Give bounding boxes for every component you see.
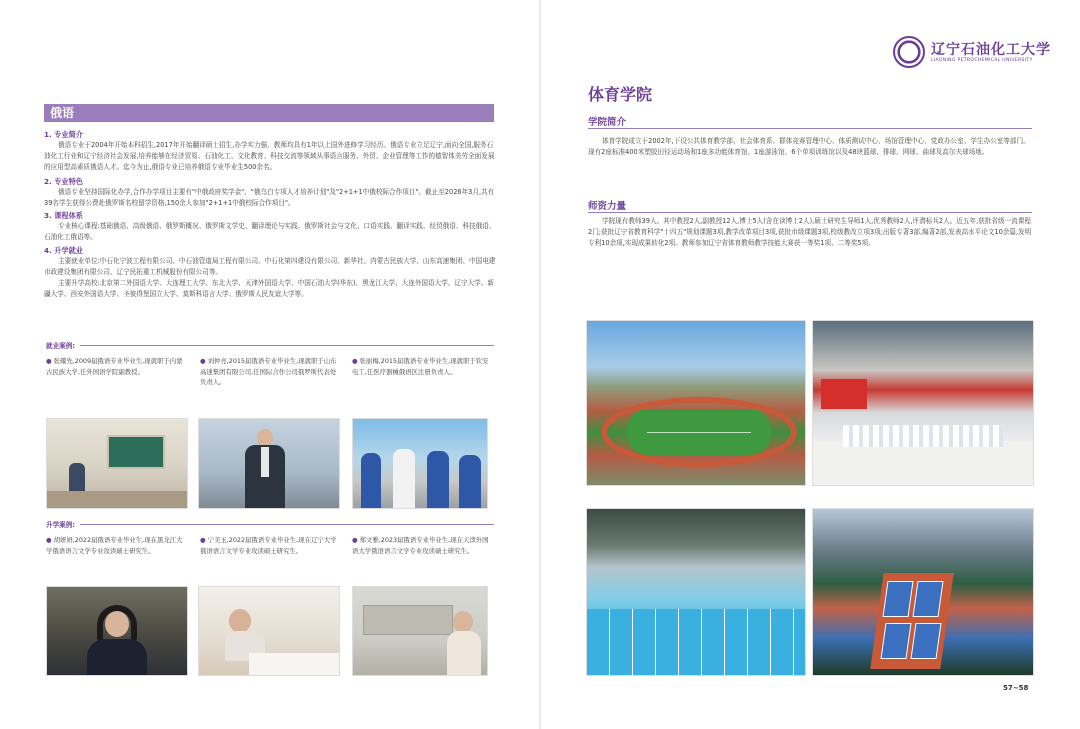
coat-shape <box>87 639 147 676</box>
classroom-photo <box>46 418 188 509</box>
curriculum-text: 专业核心课程:基础俄语、高级俄语、俄罗斯概况、俄罗斯文学史、翻译理论与实践、俄罗斯社会与文化、口语实践、翻译实践、经贸俄语、科技俄语、石油化工俄语等。 <box>44 222 496 241</box>
logo-english-name: LIAONING PETROCHEMICAL UNIVERSITY <box>931 58 1033 63</box>
section-title-bar: 俄语 <box>44 104 494 122</box>
court-shape <box>912 581 943 617</box>
faculty-text: 学院现有教师39人。其中教授2人,副教授12人,博士5人(含在读博士2人),硕士研究生导师1人,优秀教师2人,评潜标兵2人。近五年,获批省级一流课程2门;获批辽宁省教育科学"十四五"规划课题3项,教学改革项目3项,获批市级课题3项,校级教改立项3项;出版专著3部,编著2部,发表高水平论文10余篇,发明专利10余项,实现成果转化2项。教师参加辽宁省体育教师教学技能大赛获一等奖1项、二等奖5项。 <box>588 217 1032 247</box>
person-shape <box>361 453 381 509</box>
students-row-shape <box>843 425 1003 447</box>
bullet-icon: ● <box>46 357 52 365</box>
head-shape <box>229 609 251 633</box>
major-intro-heading: 1. 专业简介 <box>44 130 83 139</box>
further-study-case: ● 胡妍妍,2022届俄语专业毕业生,现在黑龙江大学俄语语言文学专业攻读硕士研究生。 <box>46 536 183 555</box>
intro-text: 体育学院成立于2002年,下设公共体育教学部、社会体育系、群体竞赛管理中心、体质测试中心、场馆管理中心、党政办公室、学生办公室等部门。现有2座标准400米塑胶田径运动场和1座多功能体育馆、1座游泳馆、6个单项训练馆以及48块篮球、排球、网球、曲球及高尔夫球场地。 <box>588 137 1030 156</box>
further-study-case: ● 郑文雅,2023届俄语专业毕业生,现在天津外国语大学俄语语言文学专业攻读硕士研究生。 <box>352 536 489 555</box>
campus-gate-photo <box>352 586 488 676</box>
career-heading: 4. 升学就业 <box>44 246 83 255</box>
employment-cases-title: 就业案例: <box>46 342 76 350</box>
flag-shape <box>821 379 867 409</box>
head-shape <box>453 611 473 633</box>
employment-case: ● 张耀先,2009届俄语专业毕业生,现就职于内蒙古民族大学,任外国语学院副教授。 <box>46 357 183 376</box>
pool-lanes-shape <box>587 609 806 676</box>
stadium-photo <box>586 320 806 486</box>
career-employers-text: 主要就业单位:中石化宁波工程有限公司、中石油管道局工程有限公司、中石化第四建设有限公司、新华社、内蒙古民族大学、山东高速集团、中国电建市政建设集团有限公司、辽宁民拓重工机械股份有限公司等。 <box>44 257 496 276</box>
swimming-pool-photo <box>586 508 806 676</box>
shirt-shape <box>261 447 269 477</box>
career-block <box>44 245 496 300</box>
person-shape <box>69 463 85 493</box>
intro-heading: 学院简介 <box>588 117 627 128</box>
screen-shape <box>107 435 165 469</box>
curriculum-block <box>44 210 496 243</box>
page-number: 57~58 <box>1003 684 1029 692</box>
career-schools-text: 主要升学高校:北京第二外国语大学、大连理工大学、东北大学、天津外国语大学、中国石油大学(华东)、黑龙江大学、大连外国语大学、辽宁大学、新疆大学、西安外国语大学、圣彼得堡国立大学、莫斯科语言大学、俄罗斯人民友谊大学等。 <box>44 279 494 298</box>
gymnasium-photo <box>812 320 1034 486</box>
logo-chinese-name: 辽宁石油化工大学 <box>931 42 1051 58</box>
employment-case: ● 刘仲亮,2015届俄语专业毕业生,现就职于山东高速集团有限公司,任国际合作公司俄罗斯代表处负责人。 <box>200 357 337 386</box>
desk-shape <box>47 491 188 509</box>
further-study-title: 升学案例: <box>46 521 76 529</box>
college-title: 体育学院 <box>588 85 653 104</box>
bullet-icon: ● <box>352 536 358 544</box>
further-study-rule <box>80 524 494 525</box>
major-intro-text: 俄语专业于2004年开始本科招生,2017年开始翻译硕士招生,办学实力强、教师均具有1年以上国外进修学习经历。俄语专业立足辽宁,面向全国,服务石油化工行业和辽宁经济社会发展,培养能够在经济贸易、石油化工、文化教育、科技交流等领域从事语言服务、外贸、企业管理等工作的德智体美劳全面发展的应用型高素质俄语人才。迄今为止,俄语专业已培养俄语专业毕业生500余名。 <box>44 141 495 171</box>
major-feature-block <box>44 176 496 209</box>
further-study-case: ● 宁美玉,2022届俄语专业毕业生,现在辽宁大学俄语语言文学专业攻读硕士研究生。 <box>200 536 337 555</box>
faculty-heading: 师资力量 <box>588 201 627 212</box>
bullet-icon: ● <box>200 357 206 365</box>
major-intro-block <box>44 129 496 173</box>
field-line-shape <box>647 432 751 433</box>
student-studying-photo <box>198 586 340 676</box>
employment-case: ● 张丽梅,2015届俄语专业毕业生,现就职于钦安电工,任医疗器械俄语区注册负责人。 <box>352 357 489 376</box>
student-woman-photo <box>46 586 188 676</box>
major-feature-text: 俄语专业坚持国际化办学,合作办学项目主要有"中俄政府奖学金"、"俄乌白专项人才培养计划"及"2+1+1中俄校际合作项目"。截止至2026年3月,共有39名学生获得公费赴俄罗斯名校留学资格,150余人参加"2+1+1中俄校际合作项目"。 <box>44 188 495 207</box>
intro-rule <box>588 128 1032 129</box>
bullet-icon: ● <box>46 536 52 544</box>
gate-sign-shape <box>363 605 453 635</box>
group-photo <box>352 418 488 509</box>
employment-rule <box>80 345 494 346</box>
person-shape <box>459 455 481 509</box>
graduate-man-photo <box>198 418 340 509</box>
major-feature-heading: 2. 专业特色 <box>44 177 83 186</box>
right-page <box>540 0 1080 729</box>
university-logo <box>893 36 1063 72</box>
person-shape <box>427 451 449 509</box>
floor-shape <box>813 441 1034 486</box>
bullet-icon: ● <box>352 357 358 365</box>
faculty-rule <box>588 212 1032 213</box>
university-seal-icon <box>893 36 925 68</box>
sports-courts-photo <box>812 508 1034 676</box>
court-shape <box>910 623 941 659</box>
coat-shape <box>447 631 481 676</box>
court-shape <box>882 581 913 617</box>
person-shape <box>393 449 415 509</box>
bullet-icon: ● <box>200 536 206 544</box>
book-shape <box>249 653 340 676</box>
court-shape <box>880 623 911 659</box>
curriculum-heading: 3. 课程体系 <box>44 211 83 220</box>
